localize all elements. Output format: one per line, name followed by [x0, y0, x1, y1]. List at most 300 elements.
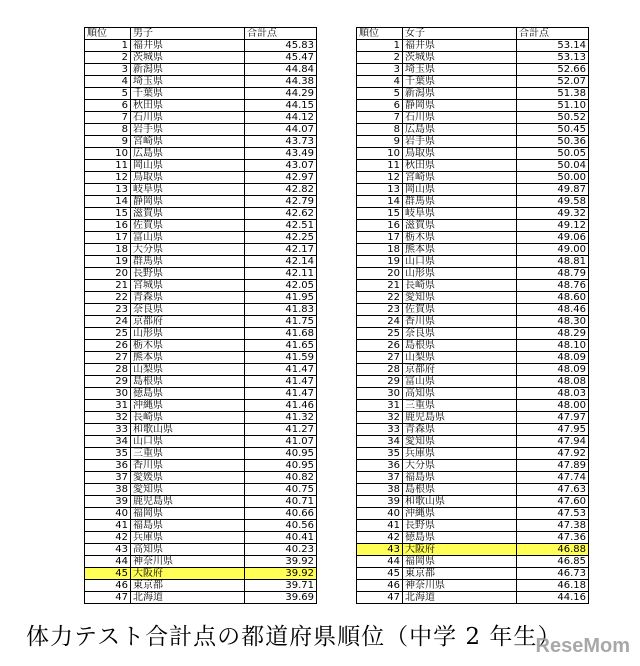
rank-cell: 36 [85, 460, 131, 472]
girls-header-row [357, 28, 589, 40]
girls-ranking-table [356, 27, 589, 604]
table-row [357, 112, 589, 124]
prefecture-cell: 奈良県 [131, 304, 245, 316]
prefecture-cell: 石川県 [131, 112, 245, 124]
table-row [85, 328, 317, 340]
prefecture-cell: 埼玉県 [403, 64, 517, 76]
rank-cell: 47 [85, 592, 131, 604]
table-row [85, 196, 317, 208]
prefecture-cell: 愛媛県 [131, 472, 245, 484]
prefecture-cell: 埼玉県 [131, 76, 245, 88]
rank-cell: 3 [85, 64, 131, 76]
score-cell: 50.52 [517, 112, 589, 124]
prefecture-cell: 鳥取県 [403, 148, 517, 160]
prefecture-cell: 栃木県 [131, 340, 245, 352]
score-cell: 50.00 [517, 172, 589, 184]
prefecture-cell: 鳥取県 [131, 172, 245, 184]
score-cell: 49.06 [517, 232, 589, 244]
prefecture-cell: 滋賀県 [403, 220, 517, 232]
rank-cell: 15 [357, 208, 403, 220]
rank-cell: 37 [357, 472, 403, 484]
score-cell: 42.51 [245, 220, 317, 232]
prefecture-cell: 青森県 [131, 292, 245, 304]
boys-header-row [85, 28, 317, 40]
score-cell: 46.85 [517, 556, 589, 568]
score-cell: 45.47 [245, 52, 317, 64]
rank-cell: 18 [357, 244, 403, 256]
prefecture-cell: 大分県 [403, 460, 517, 472]
rank-cell: 10 [357, 148, 403, 160]
rank-cell: 7 [85, 112, 131, 124]
table-row [85, 424, 317, 436]
score-cell: 47.95 [517, 424, 589, 436]
table-row [85, 148, 317, 160]
score-cell: 52.07 [517, 76, 589, 88]
rank-cell: 47 [357, 592, 403, 604]
prefecture-cell: 栃木県 [403, 232, 517, 244]
table-row [85, 544, 317, 556]
table-row [85, 52, 317, 64]
prefecture-cell: 香川県 [403, 316, 517, 328]
prefecture-cell: 鹿児島県 [131, 496, 245, 508]
rank-cell: 26 [357, 340, 403, 352]
score-cell: 42.97 [245, 172, 317, 184]
prefecture-cell: 山口県 [131, 436, 245, 448]
rank-cell: 8 [357, 124, 403, 136]
table-row [85, 100, 317, 112]
prefecture-cell: 三重県 [131, 448, 245, 460]
rank-cell: 31 [85, 400, 131, 412]
score-cell: 40.71 [245, 496, 317, 508]
header-total-score: 合計点 [245, 28, 317, 40]
rank-cell: 14 [357, 196, 403, 208]
score-cell: 43.49 [245, 148, 317, 160]
score-cell: 44.38 [245, 76, 317, 88]
table-row [85, 484, 317, 496]
table-row [357, 40, 589, 52]
rank-cell: 34 [85, 436, 131, 448]
rank-cell: 35 [357, 448, 403, 460]
prefecture-cell: 宮城県 [131, 280, 245, 292]
score-cell: 53.14 [517, 40, 589, 52]
prefecture-cell: 京都府 [403, 364, 517, 376]
table-row [357, 448, 589, 460]
rank-cell: 39 [85, 496, 131, 508]
rank-cell: 14 [85, 196, 131, 208]
score-cell: 46.73 [517, 568, 589, 580]
prefecture-cell: 岩手県 [403, 136, 517, 148]
table-row [85, 580, 317, 592]
rank-cell: 45 [85, 568, 131, 580]
table-row [357, 424, 589, 436]
score-cell: 47.97 [517, 412, 589, 424]
table-row [85, 340, 317, 352]
prefecture-cell: 高知県 [131, 544, 245, 556]
rank-cell: 17 [357, 232, 403, 244]
rank-cell: 32 [85, 412, 131, 424]
score-cell: 40.23 [245, 544, 317, 556]
score-cell: 50.36 [517, 136, 589, 148]
rank-cell: 29 [357, 376, 403, 388]
prefecture-cell: 滋賀県 [131, 208, 245, 220]
score-cell: 44.16 [517, 592, 589, 604]
rank-cell: 46 [357, 580, 403, 592]
table-row [357, 592, 589, 604]
table-row [85, 448, 317, 460]
prefecture-cell: 岡山県 [131, 160, 245, 172]
table-row [85, 112, 317, 124]
rank-cell: 11 [85, 160, 131, 172]
table-row [357, 388, 589, 400]
rank-cell: 19 [357, 256, 403, 268]
score-cell: 47.94 [517, 436, 589, 448]
header-total-score: 合計点 [517, 28, 589, 40]
table-row [85, 40, 317, 52]
prefecture-cell: 福島県 [131, 520, 245, 532]
header-rank: 順位 [357, 28, 403, 40]
prefecture-cell: 東京都 [131, 580, 245, 592]
table-row [85, 184, 317, 196]
prefecture-cell: 新潟県 [403, 88, 517, 100]
prefecture-cell: 高知県 [403, 388, 517, 400]
prefecture-cell: 秋田県 [403, 160, 517, 172]
rank-cell: 1 [85, 40, 131, 52]
prefecture-cell: 広島県 [403, 124, 517, 136]
prefecture-cell: 佐賀県 [403, 304, 517, 316]
table-row [85, 244, 317, 256]
score-cell: 48.76 [517, 280, 589, 292]
score-cell: 40.95 [245, 448, 317, 460]
score-cell: 43.73 [245, 136, 317, 148]
score-cell: 44.84 [245, 64, 317, 76]
rank-cell: 34 [357, 436, 403, 448]
prefecture-cell: 秋田県 [131, 100, 245, 112]
score-cell: 41.07 [245, 436, 317, 448]
table-row [357, 568, 589, 580]
score-cell: 41.47 [245, 388, 317, 400]
score-cell: 39.92 [245, 556, 317, 568]
table-row [357, 88, 589, 100]
prefecture-cell: 徳島県 [131, 388, 245, 400]
rank-cell: 42 [85, 532, 131, 544]
score-cell: 40.66 [245, 508, 317, 520]
table-row [357, 208, 589, 220]
table-row [85, 172, 317, 184]
score-cell: 41.83 [245, 304, 317, 316]
prefecture-cell: 富山県 [131, 232, 245, 244]
score-cell: 41.75 [245, 316, 317, 328]
prefecture-cell: 岩手県 [131, 124, 245, 136]
score-cell: 47.89 [517, 460, 589, 472]
prefecture-cell: 和歌山県 [131, 424, 245, 436]
score-cell: 47.36 [517, 532, 589, 544]
rank-cell: 16 [357, 220, 403, 232]
table-row [85, 316, 317, 328]
prefecture-cell: 奈良県 [403, 328, 517, 340]
rank-cell: 15 [85, 208, 131, 220]
score-cell: 40.95 [245, 460, 317, 472]
table-row [85, 280, 317, 292]
rank-cell: 21 [85, 280, 131, 292]
table-row [85, 568, 317, 580]
rank-cell: 4 [85, 76, 131, 88]
table-row [85, 460, 317, 472]
rank-cell: 9 [85, 136, 131, 148]
rank-cell: 40 [85, 508, 131, 520]
rank-cell: 10 [85, 148, 131, 160]
score-cell: 46.18 [517, 580, 589, 592]
rank-cell: 38 [357, 484, 403, 496]
prefecture-cell: 茨城県 [403, 52, 517, 64]
table-row [85, 208, 317, 220]
prefecture-cell: 島根県 [403, 484, 517, 496]
table-row [85, 136, 317, 148]
prefecture-cell: 愛知県 [403, 436, 517, 448]
prefecture-cell: 新潟県 [131, 64, 245, 76]
prefecture-cell: 山梨県 [403, 352, 517, 364]
prefecture-cell: 福井県 [403, 40, 517, 52]
prefecture-cell: 神奈川県 [131, 556, 245, 568]
table-row [357, 436, 589, 448]
score-cell: 41.59 [245, 352, 317, 364]
score-cell: 47.63 [517, 484, 589, 496]
table-row [357, 292, 589, 304]
score-cell: 48.60 [517, 292, 589, 304]
score-cell: 42.25 [245, 232, 317, 244]
table-row [85, 400, 317, 412]
prefecture-cell: 山形県 [131, 328, 245, 340]
table-row [357, 148, 589, 160]
rank-cell: 20 [357, 268, 403, 280]
score-cell: 40.41 [245, 532, 317, 544]
rank-cell: 24 [357, 316, 403, 328]
table-row [357, 580, 589, 592]
score-cell: 45.83 [245, 40, 317, 52]
prefecture-cell: 三重県 [403, 400, 517, 412]
rank-cell: 5 [357, 88, 403, 100]
prefecture-cell: 山形県 [403, 268, 517, 280]
prefecture-cell: 岡山県 [403, 184, 517, 196]
prefecture-cell: 石川県 [403, 112, 517, 124]
table-row [357, 484, 589, 496]
table-row [357, 52, 589, 64]
rank-cell: 43 [357, 544, 403, 556]
prefecture-cell: 和歌山県 [403, 496, 517, 508]
table-row [357, 184, 589, 196]
score-cell: 41.47 [245, 376, 317, 388]
rank-cell: 4 [357, 76, 403, 88]
score-cell: 41.27 [245, 424, 317, 436]
rank-cell: 12 [357, 172, 403, 184]
score-cell: 47.53 [517, 508, 589, 520]
table-row [85, 592, 317, 604]
rank-cell: 25 [357, 328, 403, 340]
rank-cell: 37 [85, 472, 131, 484]
table-row [85, 556, 317, 568]
table-row [85, 220, 317, 232]
rank-cell: 22 [357, 292, 403, 304]
prefecture-cell: 島根県 [131, 376, 245, 388]
score-cell: 49.12 [517, 220, 589, 232]
rank-cell: 8 [85, 124, 131, 136]
prefecture-cell: 茨城県 [131, 52, 245, 64]
prefecture-cell: 長崎県 [403, 280, 517, 292]
rank-cell: 31 [357, 400, 403, 412]
boys-ranking-table [84, 27, 317, 604]
rank-cell: 11 [357, 160, 403, 172]
rank-cell: 25 [85, 328, 131, 340]
prefecture-cell: 広島県 [131, 148, 245, 160]
table-row [357, 460, 589, 472]
table-row [85, 520, 317, 532]
table-row [85, 76, 317, 88]
rank-cell: 6 [85, 100, 131, 112]
score-cell: 51.10 [517, 100, 589, 112]
table-row [85, 436, 317, 448]
score-cell: 48.79 [517, 268, 589, 280]
prefecture-cell: 群馬県 [403, 196, 517, 208]
score-cell: 47.38 [517, 520, 589, 532]
table-row [357, 280, 589, 292]
table-row [357, 100, 589, 112]
table-row [85, 472, 317, 484]
table-row [357, 376, 589, 388]
score-cell: 48.81 [517, 256, 589, 268]
prefecture-cell: 千葉県 [131, 88, 245, 100]
prefecture-cell: 宮崎県 [403, 172, 517, 184]
score-cell: 40.82 [245, 472, 317, 484]
prefecture-cell: 岐阜県 [131, 184, 245, 196]
score-cell: 42.79 [245, 196, 317, 208]
score-cell: 39.71 [245, 580, 317, 592]
table-row [357, 160, 589, 172]
rank-cell: 21 [357, 280, 403, 292]
prefecture-cell: 静岡県 [403, 100, 517, 112]
score-cell: 41.68 [245, 328, 317, 340]
score-cell: 39.92 [245, 568, 317, 580]
prefecture-cell: 青森県 [403, 424, 517, 436]
rank-cell: 42 [357, 532, 403, 544]
score-cell: 47.92 [517, 448, 589, 460]
score-cell: 43.07 [245, 160, 317, 172]
header-rank: 順位 [85, 28, 131, 40]
header-prefecture: 女子 [403, 28, 517, 40]
rank-cell: 23 [85, 304, 131, 316]
score-cell: 48.10 [517, 340, 589, 352]
prefecture-cell: 福島県 [403, 472, 517, 484]
table-row [357, 412, 589, 424]
rank-cell: 27 [85, 352, 131, 364]
score-cell: 48.30 [517, 316, 589, 328]
score-cell: 47.60 [517, 496, 589, 508]
score-cell: 41.95 [245, 292, 317, 304]
rank-cell: 36 [357, 460, 403, 472]
rank-cell: 13 [357, 184, 403, 196]
score-cell: 40.75 [245, 484, 317, 496]
prefecture-cell: 愛知県 [403, 292, 517, 304]
prefecture-cell: 群馬県 [131, 256, 245, 268]
rank-cell: 46 [85, 580, 131, 592]
prefecture-cell: 福岡県 [131, 508, 245, 520]
rank-cell: 41 [357, 520, 403, 532]
rank-cell: 29 [85, 376, 131, 388]
prefecture-cell: 千葉県 [403, 76, 517, 88]
rank-cell: 2 [357, 52, 403, 64]
rank-cell: 44 [357, 556, 403, 568]
prefecture-cell: 鹿児島県 [403, 412, 517, 424]
table-row [85, 388, 317, 400]
table-row [357, 544, 589, 556]
table-row [85, 352, 317, 364]
table-row [85, 88, 317, 100]
score-cell: 48.03 [517, 388, 589, 400]
prefecture-cell: 神奈川県 [403, 580, 517, 592]
rank-cell: 3 [357, 64, 403, 76]
rank-cell: 30 [85, 388, 131, 400]
watermark-logo: ReseMom [535, 635, 630, 657]
score-cell: 46.88 [517, 544, 589, 556]
rank-cell: 40 [357, 508, 403, 520]
prefecture-cell: 大阪府 [131, 568, 245, 580]
table-row [85, 64, 317, 76]
table-row [357, 472, 589, 484]
score-cell: 48.09 [517, 352, 589, 364]
rank-cell: 20 [85, 268, 131, 280]
rank-cell: 17 [85, 232, 131, 244]
prefecture-cell: 熊本県 [403, 244, 517, 256]
table-row [85, 364, 317, 376]
prefecture-cell: 京都府 [131, 316, 245, 328]
prefecture-cell: 山梨県 [131, 364, 245, 376]
rank-cell: 27 [357, 352, 403, 364]
score-cell: 49.87 [517, 184, 589, 196]
table-row [357, 172, 589, 184]
rank-cell: 28 [85, 364, 131, 376]
rank-cell: 12 [85, 172, 131, 184]
prefecture-cell: 静岡県 [131, 196, 245, 208]
rank-cell: 16 [85, 220, 131, 232]
score-cell: 42.05 [245, 280, 317, 292]
score-cell: 51.38 [517, 88, 589, 100]
table-row [85, 508, 317, 520]
table-row [85, 496, 317, 508]
table-row [357, 364, 589, 376]
table-row [357, 304, 589, 316]
rank-cell: 38 [85, 484, 131, 496]
score-cell: 48.00 [517, 400, 589, 412]
table-row [357, 520, 589, 532]
score-cell: 40.56 [245, 520, 317, 532]
rank-cell: 33 [357, 424, 403, 436]
rank-cell: 35 [85, 448, 131, 460]
prefecture-cell: 徳島県 [403, 532, 517, 544]
prefecture-cell: 兵庫県 [403, 448, 517, 460]
table-row [85, 160, 317, 172]
prefecture-cell: 長野県 [403, 520, 517, 532]
table-row [357, 232, 589, 244]
score-cell: 49.58 [517, 196, 589, 208]
rank-cell: 1 [357, 40, 403, 52]
prefecture-cell: 長崎県 [131, 412, 245, 424]
table-row [85, 304, 317, 316]
rank-cell: 30 [357, 388, 403, 400]
prefecture-cell: 大分県 [131, 244, 245, 256]
table-row [357, 244, 589, 256]
prefecture-cell: 北海道 [403, 592, 517, 604]
score-cell: 49.32 [517, 208, 589, 220]
rank-cell: 45 [357, 568, 403, 580]
table-row [357, 400, 589, 412]
